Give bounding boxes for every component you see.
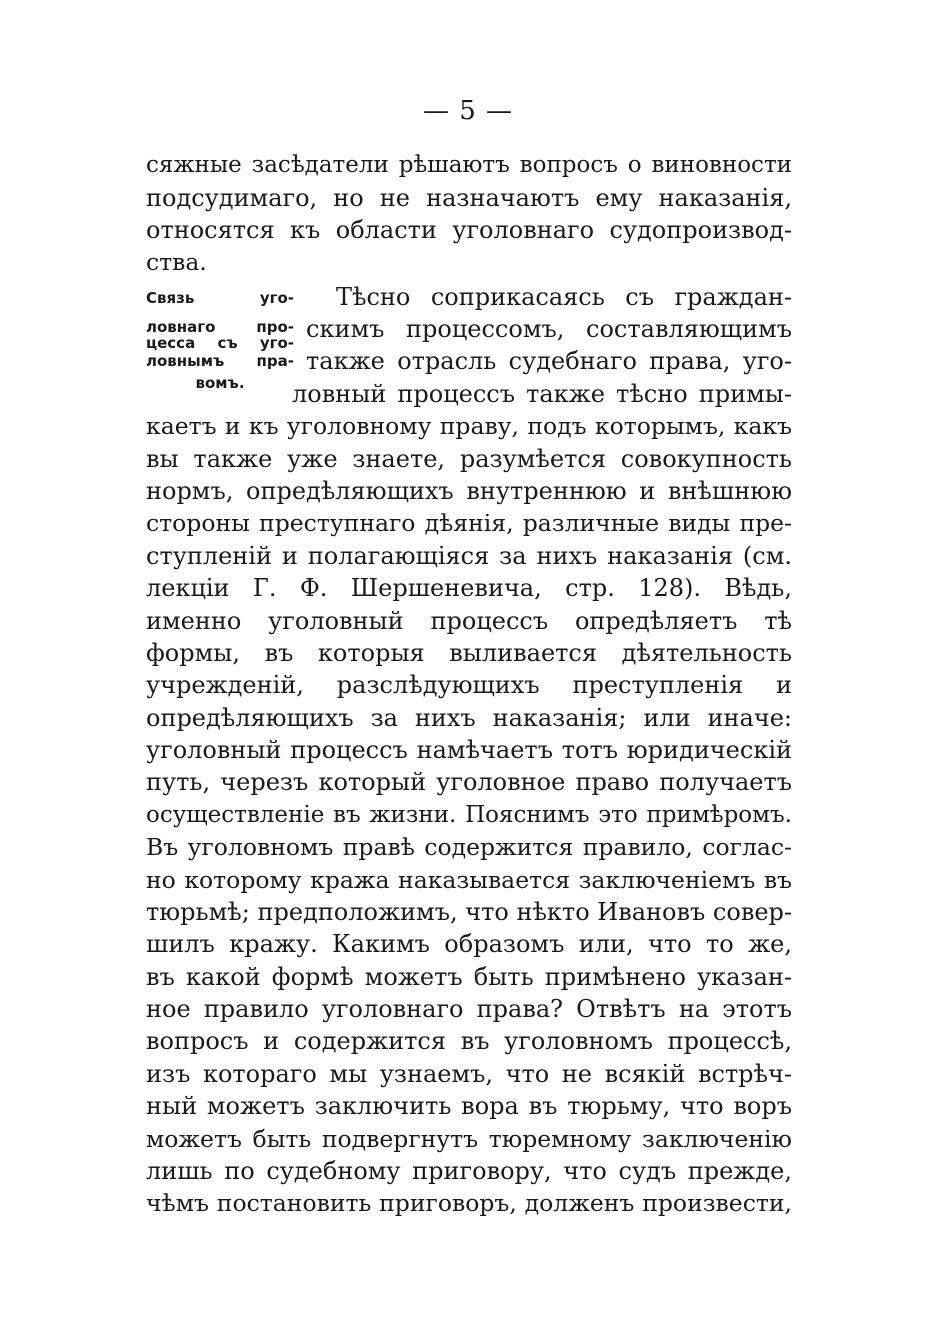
margin-note-line: ловнаго про- [146,318,294,336]
text-line: относятся къ области уголовнаго судопроизвод- [146,216,792,244]
text-line: можетъ быть подвергнутъ тюремному заключенію [146,1125,792,1153]
text-line: именно уголовный процессъ опредѣляетъ тѣ [146,607,792,635]
text-line: вы также уже знаете, разумѣется совокупность [146,445,792,473]
text-line: шилъ кражу. Какимъ образомъ или, что то же, [146,930,792,958]
margin-note-line: цесса съ уго- [146,334,294,352]
text-line: чѣмъ постановить приговоръ, долженъ произвести, [146,1189,792,1217]
text-line: лекціи Г. Ф. Шершеневича, стр. 128). Вѣдь, [146,574,792,602]
text-line: подсудимаго, но не назначаютъ ему наказанія, [146,184,792,212]
text-line: Въ уголовномъ правѣ содержится правило, соглас- [146,833,792,861]
text-line: уголовный процессъ намѣчаетъ тотъ юридическій [146,736,792,764]
text-line: лишь по судебному приговору, что судъ прежде, [146,1157,792,1185]
text-line: ное правило уголовнаго права? Отвѣтъ на этотъ [146,995,792,1023]
text-line: также отрасль судебнаго права, уго- [306,347,792,375]
text-line: путь, черезъ который уголовное право получаетъ [146,768,792,796]
text-line: тюрьмѣ; предположимъ, что нѣкто Ивановъ совер- [146,898,792,926]
text-line: формы, въ которыя выливается дѣятельность [146,639,792,667]
text-line: вопросъ и содержится въ уголовномъ процессѣ, [146,1027,792,1055]
text-line: каетъ и къ уголовному праву, подъ которымъ, какъ [146,412,792,440]
text-line: учрежденій, разслѣдующихъ преступленія и [146,671,792,699]
text-line: изъ котораго мы узнаемъ, что не всякій встрѣч- [146,1060,792,1088]
text-line: ный можетъ заключить вора въ тюрьму, что воръ [146,1092,792,1120]
margin-note [146,290,294,391]
text-line: ства. [146,248,207,276]
margin-note-line: ловнымъ пра- [146,352,294,370]
margin-note-line: вомъ. [195,374,245,392]
text-line: но которому кража наказывается заключеніемъ въ [146,866,792,894]
text-line: ловный процессъ также тѣсно примы- [292,380,792,408]
text-line: опредѣляющихъ за нихъ наказанія; или иначе: [146,704,792,732]
text-line: ступленій и полагающіяся за нихъ наказанія (см. [146,542,792,570]
page-number: — 5 — [422,96,514,126]
text-line: нормъ, опредѣляющихъ внутреннюю и внѣшнюю [146,477,792,505]
text-line: скимъ процессомъ, составляющимъ [306,315,792,343]
text-line: осуществленіе въ жизни. Пояснимъ это примѣромъ. [146,802,792,828]
text-line: въ какой формѣ можетъ быть примѣнено указан- [146,963,792,991]
text-line: сяжные засѣдатели рѣшаютъ вопросъ о виновности [146,152,792,178]
margin-note-line: Связь уго- [146,289,294,307]
text-line: стороны преступнаго дѣянія, различные виды пре- [146,509,792,537]
text-line: Тѣсно соприкасаясь съ граждан- [336,283,792,311]
